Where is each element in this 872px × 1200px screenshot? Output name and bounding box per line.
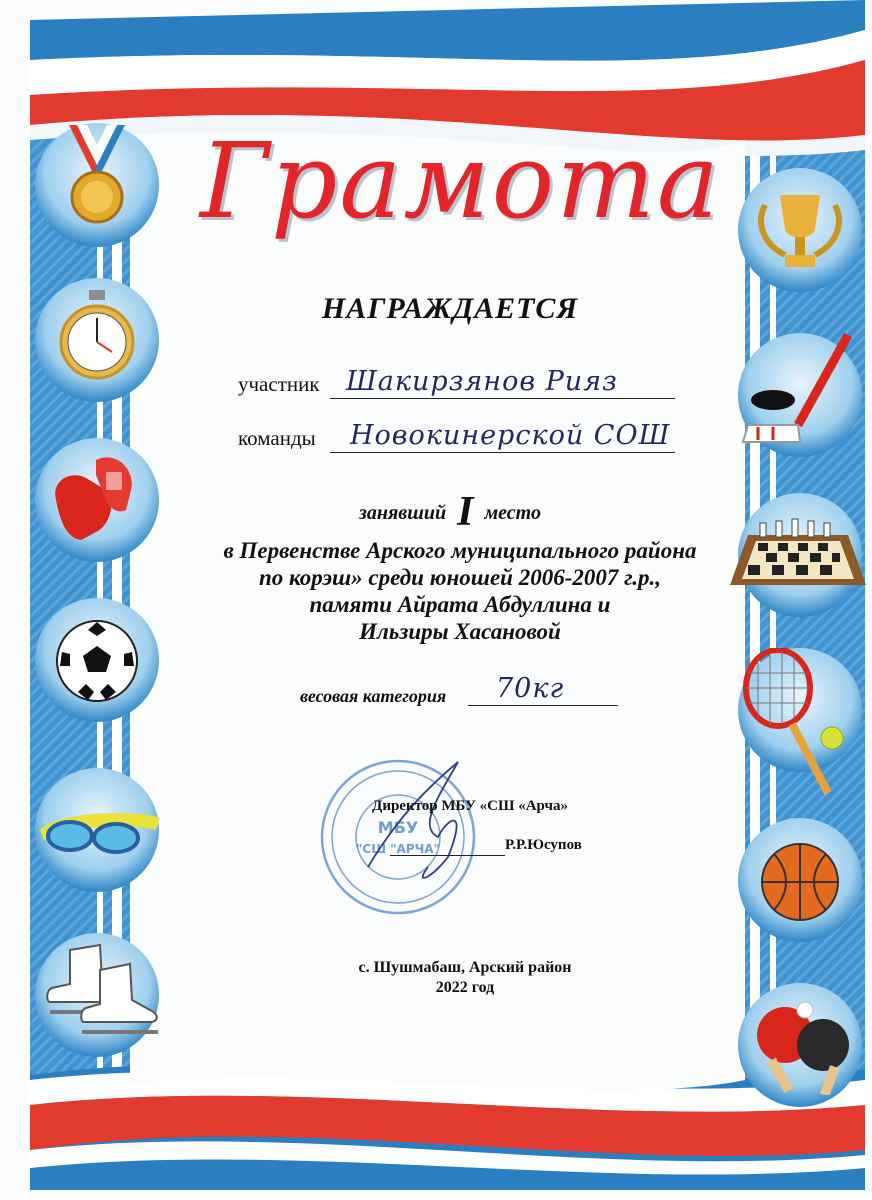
place-number: I [457,489,474,535]
basketball-icon [760,842,840,922]
swim-goggles-icon [40,800,160,860]
weight-value: 70кг [496,673,565,704]
soccer-ball-icon [54,618,140,704]
signature-underline [390,855,505,856]
tennis-racket-icon [740,648,855,798]
participant-underline [330,398,675,399]
team-value: Новокинерской СОШ [350,420,671,451]
trophy-icon [755,185,845,280]
description-line: Ильзиры Хасановой [359,619,561,644]
director-title: Директор МБУ «СШ «Арча» [372,798,568,814]
official-stamp [318,757,478,917]
weight-label: весовая категория [300,686,447,706]
location-text: с. Шушмабаш, Арский район [358,959,572,976]
director-name: Р.Р.Юсупов [505,837,582,853]
team-underline [330,452,675,453]
awarded-heading: НАГРАЖДАЕТСЯ [321,292,579,325]
place-line [300,488,600,536]
description-line: в Первенстве Арского муниципального района [223,538,697,563]
stamp-center-text: МБУ [377,818,419,837]
participant-row [238,367,678,399]
stamp-center-text-2: "СШ "АРЧА" [356,842,440,856]
stopwatch-icon [57,290,137,385]
participant-value: Шакирзянов Рияз [346,366,618,397]
ping-pong-icon [745,1000,855,1095]
ice-skate-icon [40,940,170,1040]
participant-label: участник [238,372,320,396]
medal-icon [55,125,139,235]
weight-underline [468,705,618,706]
year-text: 2022 год [435,979,495,996]
description-line: по корэш» среди юношей 2006-2007 г.р., [258,565,662,590]
competition-description [180,537,740,645]
chessboard-icon [728,515,868,595]
hockey-stick-icon [738,330,858,450]
team-label: команды [238,426,316,450]
location-block [300,958,630,998]
place-suffix: место [484,502,541,524]
certificate-title: Грамота [200,120,721,242]
weight-row [468,672,618,706]
team-row [238,421,678,453]
description-line: памяти Айрата Абдуллина и [309,592,611,617]
place-prefix: занявший [359,502,447,524]
boxing-glove-icon [46,450,140,550]
